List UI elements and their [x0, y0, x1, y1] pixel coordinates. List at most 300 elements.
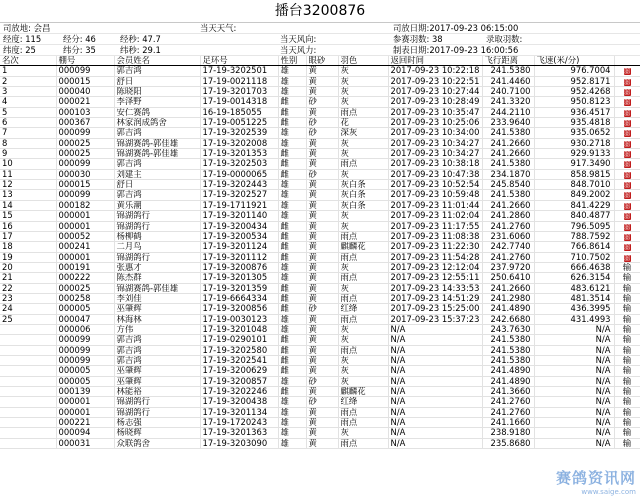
cell-return-time: 2017-09-23 12:12:04	[388, 262, 482, 272]
cell-member-name: 李刘佳	[114, 293, 200, 303]
cell-rank: 10	[0, 159, 56, 169]
cell-member-name: 杨晓辉	[114, 428, 200, 438]
cell-ring-no: 17-19-3202527	[200, 190, 278, 200]
cell-return-time: 2017-09-23 15:25:00	[388, 304, 482, 314]
header-row	[0, 56, 640, 66]
cell-speed: N/A	[534, 335, 614, 345]
cell-loft-no: 000221	[56, 418, 114, 428]
cell-distance: 241.1660	[482, 418, 534, 428]
cell-ring-no: 17-19-3200857	[200, 376, 278, 386]
cell-member-name: 巫肇辉	[114, 376, 200, 386]
cell-loft-no: 000025	[56, 149, 114, 159]
cell-eye: 黄	[306, 324, 338, 334]
cell-return-time: 2017-09-23 10:35:47	[388, 107, 482, 117]
cell-rank: 25	[0, 314, 56, 324]
cell-ring-no: 17-19-3200856	[200, 304, 278, 314]
cell-eye: 黄	[306, 190, 338, 200]
cell-distance: 242.6680	[482, 314, 534, 324]
cell-distance: 241.2660	[482, 138, 534, 148]
longitude-degree: 经度: 115	[3, 34, 42, 44]
cell-distance: 241.3320	[482, 97, 534, 107]
cell-return-time: 2017-09-23 11:08:38	[388, 231, 482, 241]
table-row	[0, 283, 640, 293]
cell-award: 输	[614, 324, 640, 334]
cell-award	[614, 242, 640, 252]
table-row	[0, 428, 640, 438]
cell-member-name: 众联鸽舍	[114, 438, 200, 448]
cell-member-name: 方伟	[114, 324, 200, 334]
table-row	[0, 387, 640, 397]
cell-color: 雨点	[338, 293, 388, 303]
cell-rank: 14	[0, 200, 56, 210]
cell-eye: 砂	[306, 169, 338, 179]
weather-label: 当天天气:	[200, 23, 237, 33]
cell-ring-no: 17-19-3202539	[200, 128, 278, 138]
cell-color: 雨点	[338, 107, 388, 117]
cell-member-name: 郭吉鸿	[114, 355, 200, 365]
cell-loft-no: 000005	[56, 376, 114, 386]
cell-color: 雨点	[338, 273, 388, 283]
cell-speed: 917.3490	[534, 159, 614, 169]
cell-loft-no: 000094	[56, 428, 114, 438]
cell-award	[614, 221, 640, 231]
cell-sex: 雄	[278, 438, 306, 448]
cell-sex: 雌	[278, 335, 306, 345]
table-row	[0, 366, 640, 376]
cell-distance: 241.2760	[482, 407, 534, 417]
cell-sex: 雄	[278, 66, 306, 76]
cell-loft-no: 000001	[56, 221, 114, 231]
cell-eye: 黄	[306, 211, 338, 221]
cell-color: 红绛	[338, 397, 388, 407]
cell-color: 灰	[338, 211, 388, 221]
cell-color: 灰	[338, 283, 388, 293]
cell-award: 输	[614, 355, 640, 365]
table-row	[0, 221, 640, 231]
cell-return-time: N/A	[388, 324, 482, 334]
gift-box-icon: 囍	[623, 192, 630, 200]
cell-eye: 黄	[306, 159, 338, 169]
header-loft-no: 棚号	[56, 56, 114, 66]
cell-rank: 19	[0, 252, 56, 262]
cell-ring-no: 17-19-0030123	[200, 314, 278, 324]
table-row	[0, 128, 640, 138]
cell-distance: 243.7630	[482, 324, 534, 334]
cell-color: 雨点	[338, 252, 388, 262]
table-row	[0, 324, 640, 334]
cell-color: 灰	[338, 376, 388, 386]
cell-return-time: 2017-09-23 10:52:54	[388, 180, 482, 190]
header-distance: 飞行距离	[482, 56, 534, 66]
cell-eye: 黄	[306, 407, 338, 417]
table-row	[0, 252, 640, 262]
cell-ring-no: 17-19-3201305	[200, 273, 278, 283]
cell-return-time: N/A	[388, 376, 482, 386]
cell-ring-no: 17-19-3201363	[200, 428, 278, 438]
cell-color: 麒麟花	[338, 387, 388, 397]
cell-ring-no: 17-19-0014318	[200, 97, 278, 107]
cell-award	[614, 180, 640, 190]
cell-eye: 黄	[306, 66, 338, 76]
cell-member-name: 杨柳鹤	[114, 231, 200, 241]
latitude-second: 纬秒: 29.1	[120, 45, 161, 55]
cell-ring-no: 17-19-0290101	[200, 335, 278, 345]
cell-loft-no: 000006	[56, 324, 114, 334]
cell-award	[614, 200, 640, 210]
cell-eye: 黄	[306, 273, 338, 283]
cell-color: 灰	[338, 355, 388, 365]
cell-speed: 436.3995	[534, 304, 614, 314]
cell-member-name: 郭吉鸿	[114, 66, 200, 76]
cell-award: 输	[614, 387, 640, 397]
cell-member-name: 黄乐潮	[114, 200, 200, 210]
cell-member-name: 巫肇辉	[114, 304, 200, 314]
cell-award: 输	[614, 314, 640, 324]
cell-return-time: 2017-09-23 10:38:18	[388, 159, 482, 169]
cell-award	[614, 252, 640, 262]
gift-box-icon: 囍	[623, 120, 630, 128]
cell-ring-no: 17-19-3200534	[200, 231, 278, 241]
table-row	[0, 407, 640, 417]
cell-distance: 240.7100	[482, 87, 534, 97]
cell-color: 灰	[338, 221, 388, 231]
gift-box-icon: 囍	[623, 213, 630, 221]
cell-rank: 3	[0, 87, 56, 97]
cell-speed: 952.8171	[534, 76, 614, 86]
cell-award	[614, 66, 640, 76]
cell-loft-no: 000258	[56, 293, 114, 303]
table-row	[0, 76, 640, 86]
cell-award: 输	[614, 345, 640, 355]
cell-rank	[0, 366, 56, 376]
cell-color: 灰	[338, 169, 388, 179]
cell-rank: 24	[0, 304, 56, 314]
cell-return-time: N/A	[388, 345, 482, 355]
cell-sex: 雄	[278, 262, 306, 272]
cell-eye: 黄	[306, 221, 338, 231]
cell-eye: 黄	[306, 231, 338, 241]
cell-speed: N/A	[534, 376, 614, 386]
table-row	[0, 159, 640, 169]
cell-rank: 12	[0, 180, 56, 190]
cell-speed: 858.9815	[534, 169, 614, 179]
cell-distance: 241.5380	[482, 355, 534, 365]
cell-speed: 481.3514	[534, 293, 614, 303]
cell-loft-no: 000099	[56, 345, 114, 355]
cell-rank: 15	[0, 211, 56, 221]
cell-sex: 雄	[278, 418, 306, 428]
header-member-name: 会员姓名	[114, 56, 200, 66]
cell-return-time: 2017-09-23 14:51:29	[388, 293, 482, 303]
cell-loft-no: 000047	[56, 314, 114, 324]
cell-eye: 黄	[306, 293, 338, 303]
cell-sex: 雄	[278, 76, 306, 86]
table-row	[0, 138, 640, 148]
cell-sex: 雌	[278, 366, 306, 376]
release-date: 司放日期:2017-09-23 06:15:00	[393, 23, 519, 33]
cell-rank: 21	[0, 273, 56, 283]
cell-speed: 710.7502	[534, 252, 614, 262]
cell-speed: 929.9133	[534, 149, 614, 159]
cell-member-name: 张惠才	[114, 262, 200, 272]
gift-box-icon: 囍	[623, 99, 630, 107]
cell-distance: 234.1870	[482, 169, 534, 179]
header-speed: 飞速(米/分)	[534, 56, 614, 66]
cell-award	[614, 97, 640, 107]
cell-ring-no: 17-19-3200629	[200, 366, 278, 376]
cell-eye: 黄	[306, 242, 338, 252]
cell-member-name: 李泽野	[114, 97, 200, 107]
cell-speed: N/A	[534, 366, 614, 376]
gift-box-icon: 囍	[623, 130, 630, 138]
cell-loft-no: 000139	[56, 387, 114, 397]
cell-speed: N/A	[534, 418, 614, 428]
cell-speed: 935.0652	[534, 128, 614, 138]
cell-distance: 241.4460	[482, 76, 534, 86]
table-row	[0, 231, 640, 241]
cell-award	[614, 169, 640, 179]
cell-sex: 雄	[278, 324, 306, 334]
cell-return-time: 2017-09-23 11:02:04	[388, 211, 482, 221]
cell-sex: 雌	[278, 221, 306, 231]
cell-award	[614, 128, 640, 138]
watermark-logo: 赛鸽资讯网	[555, 469, 636, 487]
cell-award: 输	[614, 335, 640, 345]
cell-speed: 788.7592	[534, 231, 614, 241]
cell-ring-no: 17-19-3201134	[200, 407, 278, 417]
cell-return-time: N/A	[388, 418, 482, 428]
cell-award	[614, 190, 640, 200]
header-rank: 名次	[0, 56, 56, 66]
cell-eye: 黄	[306, 314, 338, 324]
cell-color: 灰	[338, 87, 388, 97]
table-row	[0, 293, 640, 303]
cell-eye: 黄	[306, 76, 338, 86]
cell-member-name: 陈晓阳	[114, 87, 200, 97]
cell-loft-no: 000191	[56, 262, 114, 272]
cell-eye: 黄	[306, 138, 338, 148]
cell-rank: 17	[0, 231, 56, 241]
cell-loft-no: 000367	[56, 118, 114, 128]
cell-award: 输	[614, 428, 640, 438]
cell-award	[614, 118, 640, 128]
cell-ring-no: 17-19-0021118	[200, 76, 278, 86]
table-row	[0, 304, 640, 314]
cell-loft-no: 000030	[56, 169, 114, 179]
header-ring-no: 足环号	[200, 56, 278, 66]
table-row	[0, 211, 640, 221]
cell-ring-no: 17-19-0000065	[200, 169, 278, 179]
cell-return-time: N/A	[388, 355, 482, 365]
gift-box-icon: 囍	[623, 171, 630, 179]
cell-color: 灰	[338, 262, 388, 272]
cell-sex: 雄	[278, 180, 306, 190]
cell-rank: 20	[0, 262, 56, 272]
cell-speed: N/A	[534, 345, 614, 355]
cell-rank: 8	[0, 138, 56, 148]
cell-member-name: 刘建主	[114, 169, 200, 179]
cell-color: 雨点	[338, 314, 388, 324]
cell-member-name: 锦湖鸽行	[114, 252, 200, 262]
cell-speed: N/A	[534, 397, 614, 407]
cell-ring-no: 17-19-3201703	[200, 87, 278, 97]
cell-eye: 砂	[306, 97, 338, 107]
cell-loft-no: 000241	[56, 242, 114, 252]
cell-ring-no: 17-19-3202443	[200, 180, 278, 190]
cell-rank	[0, 397, 56, 407]
cell-award: 输	[614, 418, 640, 428]
cell-loft-no: 000052	[56, 231, 114, 241]
cell-return-time: 2017-09-23 10:22:18	[388, 66, 482, 76]
cell-distance: 241.5380	[482, 335, 534, 345]
cell-award	[614, 76, 640, 86]
cell-color: 麒麟花	[338, 242, 388, 252]
cell-award	[614, 149, 640, 159]
cell-return-time: 2017-09-23 10:22:51	[388, 76, 482, 86]
cell-eye: 砂	[306, 397, 338, 407]
cell-distance: 241.4890	[482, 366, 534, 376]
cell-return-time: 2017-09-23 12:55:11	[388, 273, 482, 283]
cell-ring-no: 17-19-1711921	[200, 200, 278, 210]
cell-sex: 雄	[278, 314, 306, 324]
cell-award: 输	[614, 438, 640, 448]
header-return-time: 返回时间	[388, 56, 482, 66]
cell-eye: 黄	[306, 87, 338, 97]
gift-box-icon: 囍	[623, 244, 630, 252]
cell-eye: 黄	[306, 283, 338, 293]
header-sex: 性别	[278, 56, 306, 66]
cell-distance: 241.5380	[482, 159, 534, 169]
cell-award: 输	[614, 397, 640, 407]
cell-distance: 238.9180	[482, 428, 534, 438]
cell-sex: 雌	[278, 169, 306, 179]
cell-award: 输	[614, 366, 640, 376]
cell-distance: 241.5380	[482, 190, 534, 200]
cell-color: 灰	[338, 335, 388, 345]
cell-speed: 848.7010	[534, 180, 614, 190]
results-table	[0, 56, 640, 449]
cell-member-name: 郭吉鸿	[114, 190, 200, 200]
cell-return-time: 2017-09-23 10:59:48	[388, 190, 482, 200]
cell-rank	[0, 428, 56, 438]
cell-rank	[0, 387, 56, 397]
cell-color: 灰白条	[338, 180, 388, 190]
cell-return-time: 2017-09-23 15:37:23	[388, 314, 482, 324]
cell-return-time: 2017-09-23 10:28:49	[388, 97, 482, 107]
latitude-minute: 纬分: 35	[63, 45, 96, 55]
cell-return-time: N/A	[388, 335, 482, 345]
results-body	[0, 66, 640, 449]
cell-eye: 黄	[306, 180, 338, 190]
cell-ring-no: 17-19-3202008	[200, 138, 278, 148]
cell-loft-no: 000099	[56, 190, 114, 200]
cell-speed: N/A	[534, 324, 614, 334]
cell-member-name: 郭吉鸿	[114, 128, 200, 138]
cell-rank	[0, 407, 56, 417]
cell-member-name: 安仁赛鸽	[114, 107, 200, 117]
cell-speed: 976.7004	[534, 66, 614, 76]
cell-speed: 849.2002	[534, 190, 614, 200]
cell-distance: 241.2980	[482, 293, 534, 303]
cell-rank: 13	[0, 190, 56, 200]
cell-sex: 雄	[278, 273, 306, 283]
cell-speed: N/A	[534, 438, 614, 448]
cell-loft-no: 000031	[56, 438, 114, 448]
table-row	[0, 376, 640, 386]
cell-award	[614, 231, 640, 241]
cell-speed: 936.4517	[534, 107, 614, 117]
returned-count: 录取羽数:	[486, 34, 523, 44]
cell-return-time: N/A	[388, 366, 482, 376]
gift-box-icon: 囍	[623, 140, 630, 148]
cell-ring-no: 17-19-3202246	[200, 387, 278, 397]
cell-color: 红绛	[338, 304, 388, 314]
cell-award	[614, 107, 640, 117]
cell-speed: 935.4818	[534, 118, 614, 128]
cell-loft-no: 000005	[56, 366, 114, 376]
cell-distance: 241.2660	[482, 283, 534, 293]
longitude-minute: 经分: 46	[63, 34, 96, 44]
cell-award: 输	[614, 293, 640, 303]
table-row	[0, 66, 640, 76]
cell-loft-no: 000025	[56, 283, 114, 293]
cell-loft-no: 000001	[56, 211, 114, 221]
cell-eye: 黄	[306, 387, 338, 397]
cell-speed: N/A	[534, 407, 614, 417]
cell-sex: 雌	[278, 293, 306, 303]
cell-ring-no: 17-19-3202541	[200, 355, 278, 365]
cell-color: 灰白条	[338, 190, 388, 200]
cell-sex: 雄	[278, 407, 306, 417]
cell-eye: 黄	[306, 438, 338, 448]
cell-eye: 黄	[306, 252, 338, 262]
cell-rank: 7	[0, 128, 56, 138]
cell-speed: 840.4877	[534, 211, 614, 221]
cell-eye: 黄	[306, 107, 338, 117]
cell-loft-no: 000025	[56, 138, 114, 148]
wind-direction-label: 当天风向:	[280, 34, 317, 44]
cell-sex: 雌	[278, 97, 306, 107]
cell-eye: 黄	[306, 418, 338, 428]
cell-rank: 1	[0, 66, 56, 76]
cell-award	[614, 87, 640, 97]
gift-box-icon: 囍	[623, 89, 630, 97]
cell-member-name: 舒日	[114, 76, 200, 86]
cell-member-name: 锦湖赛鸽-郭佳雄	[114, 149, 200, 159]
cell-member-name: 锦湖鸽行	[114, 397, 200, 407]
cell-color: 雨点	[338, 407, 388, 417]
cell-ring-no: 17-19-3201359	[200, 283, 278, 293]
cell-sex: 雌	[278, 149, 306, 159]
cell-member-name: 郭吉鸿	[114, 159, 200, 169]
cell-speed: N/A	[534, 387, 614, 397]
table-row	[0, 438, 640, 448]
cell-eye: 黄	[306, 200, 338, 210]
cell-speed: 666.4638	[534, 262, 614, 272]
cell-rank: 9	[0, 149, 56, 159]
cell-speed: 950.8123	[534, 97, 614, 107]
cell-eye: 黄	[306, 428, 338, 438]
cell-distance: 235.8680	[482, 438, 534, 448]
cell-rank: 11	[0, 169, 56, 179]
cell-loft-no: 000015	[56, 180, 114, 190]
cell-sex: 雄	[278, 190, 306, 200]
cell-loft-no: 000005	[56, 304, 114, 314]
cell-member-name: 锦湖赛鸽-郭佳雄	[114, 138, 200, 148]
header-eye: 眼砂	[306, 56, 338, 66]
cell-color: 灰	[338, 66, 388, 76]
cell-sex: 雌	[278, 231, 306, 241]
